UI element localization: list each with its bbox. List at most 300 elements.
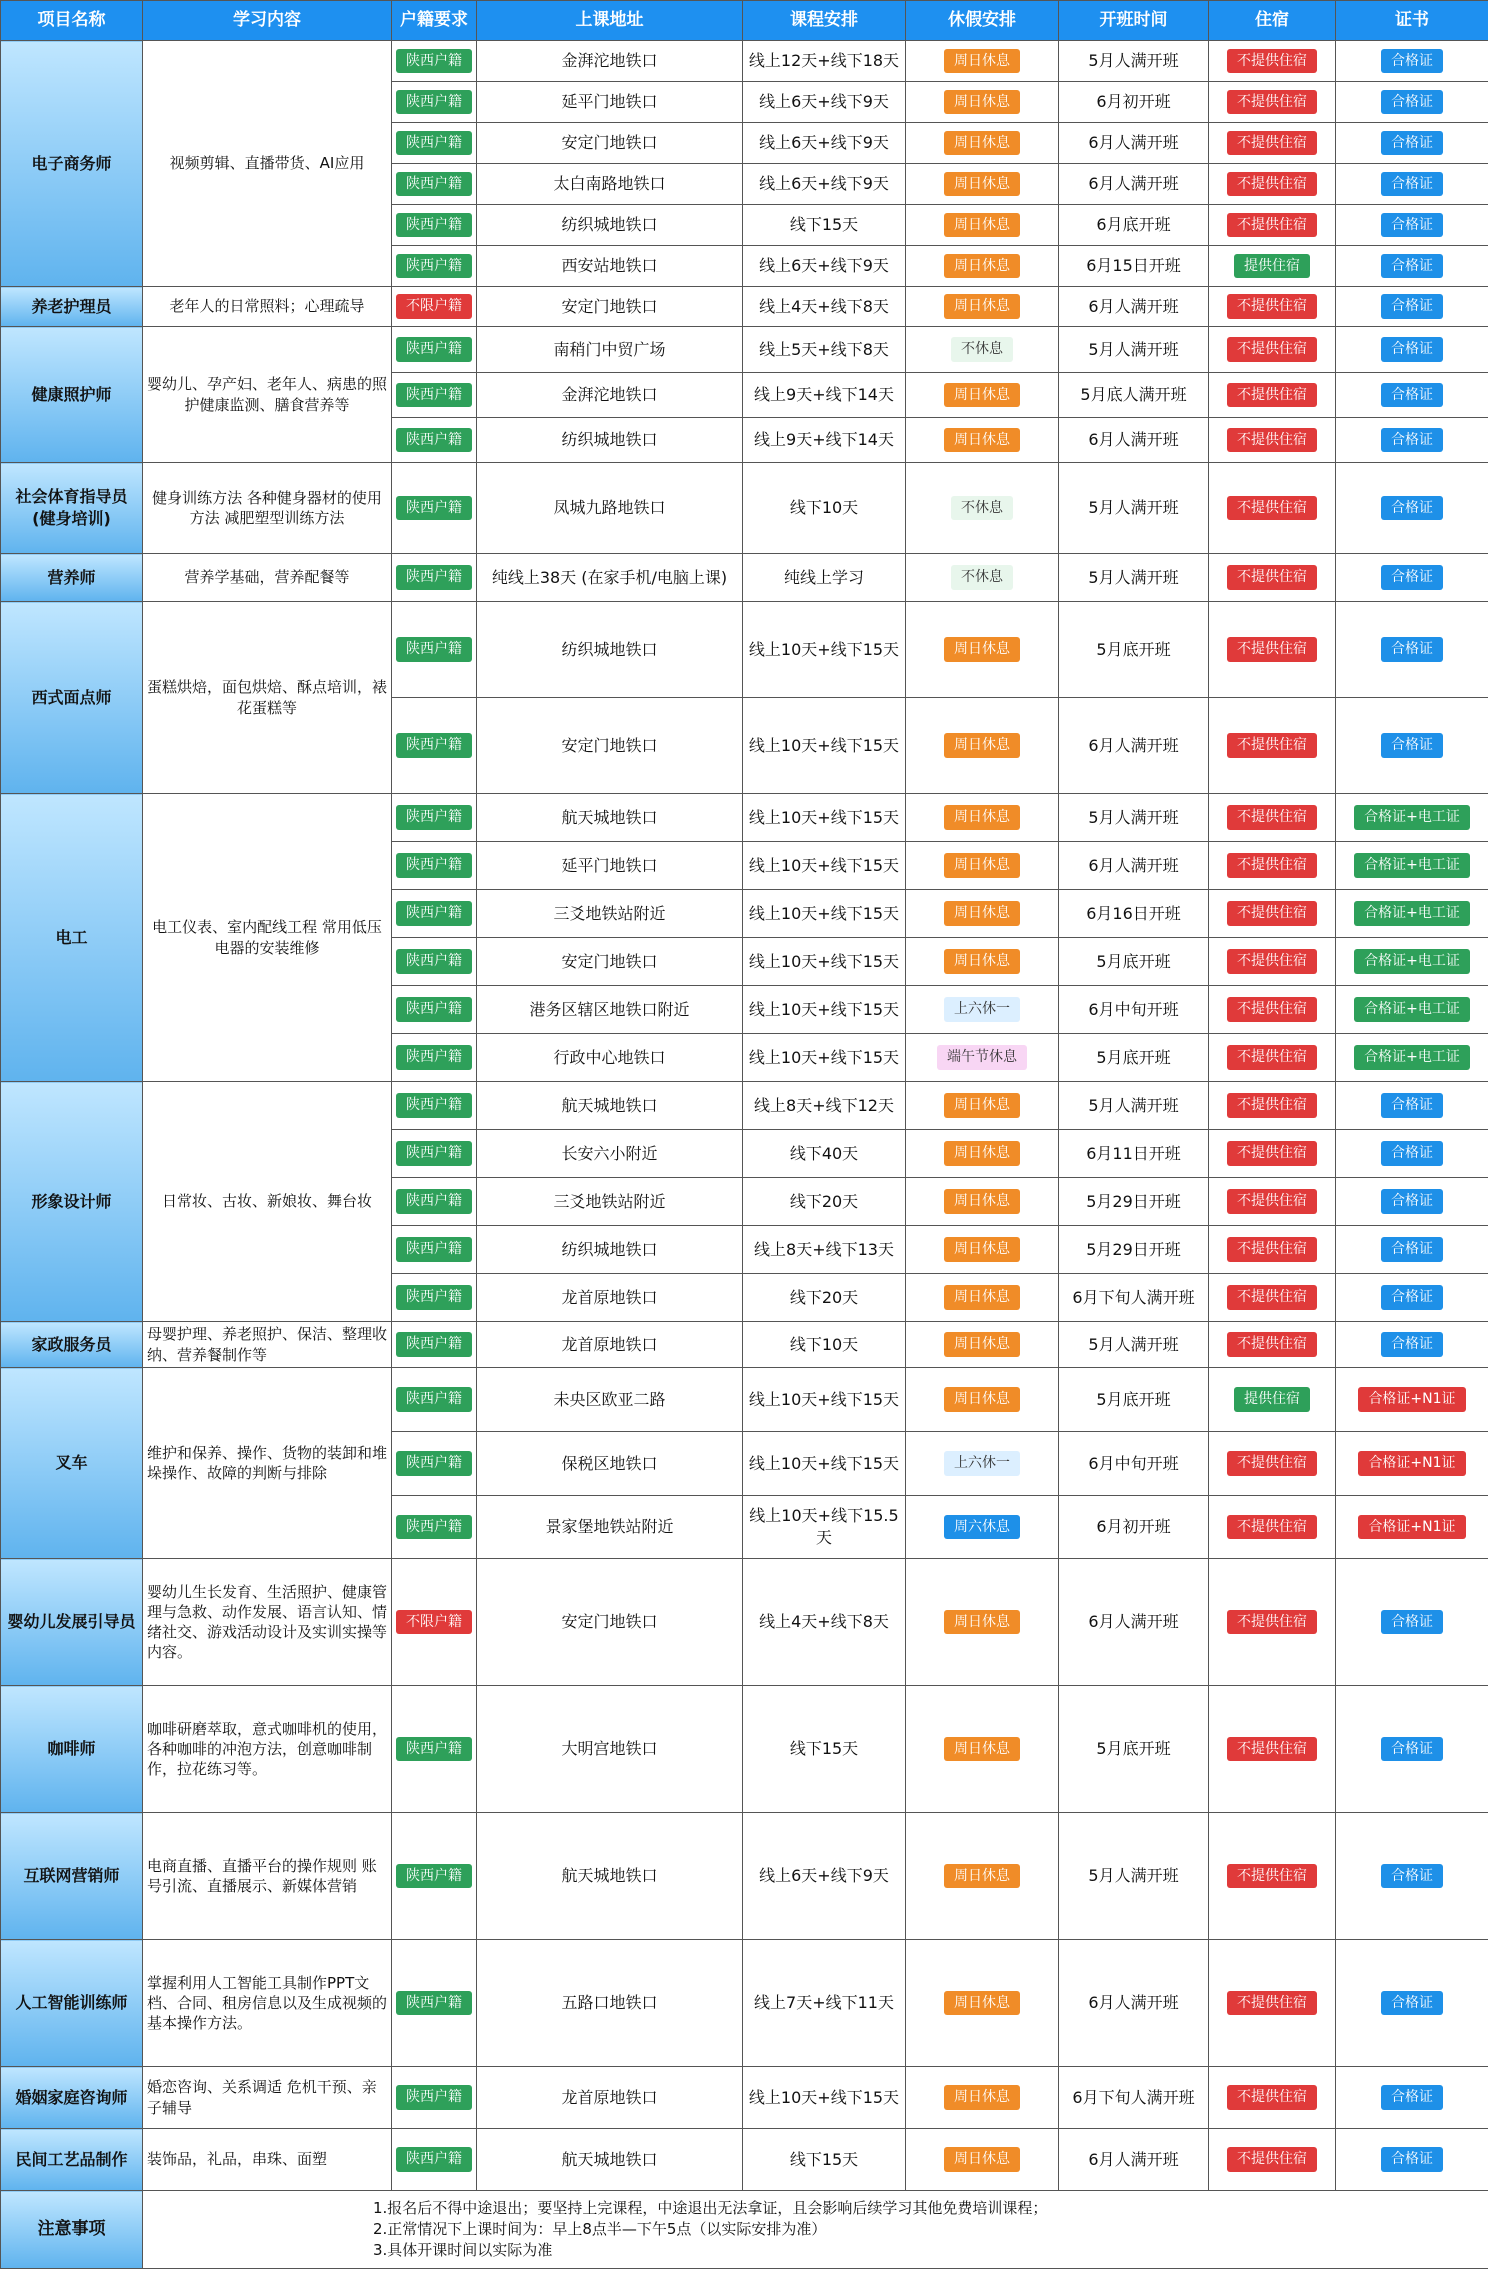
certificate-cell bbox=[1336, 1940, 1488, 2067]
schedule-cell: 线下15天 bbox=[743, 205, 906, 246]
table-body bbox=[1, 41, 1488, 2191]
start-date-cell: 5月29日开班 bbox=[1059, 1226, 1209, 1274]
holiday-cell bbox=[906, 1496, 1059, 1559]
notes-label: 注意事项 bbox=[1, 2191, 143, 2269]
lodging-cell bbox=[1209, 842, 1336, 890]
start-date-cell: 6月16日开班 bbox=[1059, 890, 1209, 938]
schedule-cell: 线下15天 bbox=[743, 1686, 906, 1813]
start-date-cell: 6月11日开班 bbox=[1059, 1130, 1209, 1178]
start-date-cell: 6月人满开班 bbox=[1059, 1940, 1209, 2067]
address-cell: 金湃沱地铁口 bbox=[477, 41, 743, 82]
lodging-cell bbox=[1209, 1082, 1336, 1130]
residency-cell bbox=[392, 1496, 477, 1559]
holiday-badge: 周日休息 bbox=[944, 805, 1020, 829]
certificate-cell bbox=[1336, 287, 1488, 327]
residency-badge: 陕西户籍 bbox=[396, 2147, 472, 2171]
address-cell: 南稍门中贸广场 bbox=[477, 327, 743, 373]
certificate-badge: 合格证 bbox=[1381, 383, 1443, 407]
holiday-cell bbox=[906, 602, 1059, 698]
holiday-badge: 周日休息 bbox=[944, 1237, 1020, 1261]
start-date-cell: 5月底开班 bbox=[1059, 1034, 1209, 1082]
holiday-badge: 周日休息 bbox=[944, 131, 1020, 155]
start-date-cell: 6月初开班 bbox=[1059, 1496, 1209, 1559]
address-cell: 延平门地铁口 bbox=[477, 842, 743, 890]
table-row bbox=[1, 602, 1488, 698]
certificate-cell bbox=[1336, 123, 1488, 164]
holiday-badge: 周日休息 bbox=[944, 254, 1020, 278]
certificate-badge: 合格证+电工证 bbox=[1354, 853, 1470, 877]
schedule-cell: 线上10天+线下15天 bbox=[743, 602, 906, 698]
lodging-badge: 不提供住宿 bbox=[1227, 1332, 1317, 1356]
lodging-badge: 不提供住宿 bbox=[1227, 1237, 1317, 1261]
residency-badge: 陕西户籍 bbox=[396, 90, 472, 114]
schedule-cell: 线上10天+线下15天 bbox=[743, 698, 906, 794]
start-date-cell: 6月初开班 bbox=[1059, 82, 1209, 123]
address-cell: 航天城地铁口 bbox=[477, 1813, 743, 1940]
address-cell: 安定门地铁口 bbox=[477, 1559, 743, 1686]
lodging-cell bbox=[1209, 2067, 1336, 2129]
residency-badge: 陕西户籍 bbox=[396, 496, 472, 520]
certificate-badge: 合格证 bbox=[1381, 428, 1443, 452]
lodging-badge: 不提供住宿 bbox=[1227, 637, 1317, 661]
certificate-cell bbox=[1336, 794, 1488, 842]
schedule-cell: 线下10天 bbox=[743, 1322, 906, 1368]
lodging-badge: 不提供住宿 bbox=[1227, 172, 1317, 196]
start-date-cell: 6月人满开班 bbox=[1059, 842, 1209, 890]
holiday-badge: 周日休息 bbox=[944, 1141, 1020, 1165]
holiday-badge: 上六休一 bbox=[944, 1451, 1020, 1475]
residency-cell bbox=[392, 205, 477, 246]
table-row bbox=[1, 287, 1488, 327]
lodging-cell bbox=[1209, 1130, 1336, 1178]
holiday-cell bbox=[906, 1178, 1059, 1226]
project-name: 互联网营销师 bbox=[1, 1813, 143, 1940]
start-date-cell: 5月底开班 bbox=[1059, 1686, 1209, 1813]
schedule-cell: 线下40天 bbox=[743, 1130, 906, 1178]
holiday-cell bbox=[906, 123, 1059, 164]
schedule-cell: 线上6天+线下9天 bbox=[743, 164, 906, 205]
lodging-cell bbox=[1209, 794, 1336, 842]
lodging-cell bbox=[1209, 164, 1336, 205]
start-date-cell: 6月人满开班 bbox=[1059, 164, 1209, 205]
lodging-badge: 不提供住宿 bbox=[1227, 901, 1317, 925]
course-content: 营养学基础，营养配餐等 bbox=[143, 554, 392, 602]
lodging-badge: 不提供住宿 bbox=[1227, 383, 1317, 407]
lodging-badge: 不提供住宿 bbox=[1227, 1045, 1317, 1069]
address-cell: 龙首原地铁口 bbox=[477, 1322, 743, 1368]
residency-badge: 陕西户籍 bbox=[396, 1864, 472, 1888]
start-date-cell: 5月人满开班 bbox=[1059, 41, 1209, 82]
residency-cell bbox=[392, 1274, 477, 1322]
holiday-cell bbox=[906, 842, 1059, 890]
table-row bbox=[1, 1322, 1488, 1368]
certificate-badge: 合格证 bbox=[1381, 733, 1443, 757]
lodging-badge: 不提供住宿 bbox=[1227, 337, 1317, 361]
lodging-cell bbox=[1209, 1496, 1336, 1559]
holiday-cell bbox=[906, 418, 1059, 463]
start-date-cell: 6月下旬人满开班 bbox=[1059, 2067, 1209, 2129]
holiday-badge: 周日休息 bbox=[944, 1093, 1020, 1117]
notes-section bbox=[1, 2191, 1488, 2269]
start-date-cell: 5月底开班 bbox=[1059, 1368, 1209, 1432]
holiday-cell bbox=[906, 1226, 1059, 1274]
lodging-cell bbox=[1209, 1813, 1336, 1940]
certificate-badge: 合格证 bbox=[1381, 213, 1443, 237]
address-cell: 纺织城地铁口 bbox=[477, 1226, 743, 1274]
residency-cell bbox=[392, 1130, 477, 1178]
note-line: 1.报名后不得中途退出；要坚持上完课程，中途退出无法拿证，且会影响后续学习其他免费培训课程； bbox=[373, 2199, 1048, 2217]
lodging-badge: 不提供住宿 bbox=[1227, 1451, 1317, 1475]
address-cell: 安定门地铁口 bbox=[477, 938, 743, 986]
holiday-cell bbox=[906, 1274, 1059, 1322]
lodging-cell bbox=[1209, 1559, 1336, 1686]
note-line: 2.正常情况下上课时间为：早上8点半—下午5点（以实际安排为准） bbox=[373, 2220, 827, 2238]
residency-cell bbox=[392, 246, 477, 287]
lodging-badge: 不提供住宿 bbox=[1227, 853, 1317, 877]
header-row bbox=[1, 1, 1488, 41]
certificate-cell bbox=[1336, 938, 1488, 986]
address-cell: 太白南路地铁口 bbox=[477, 164, 743, 205]
address-cell: 三爻地铁站附近 bbox=[477, 890, 743, 938]
schedule-cell: 线上10天+线下15天 bbox=[743, 1432, 906, 1496]
lodging-cell bbox=[1209, 554, 1336, 602]
lodging-badge: 不提供住宿 bbox=[1227, 1737, 1317, 1761]
holiday-badge: 周日休息 bbox=[944, 213, 1020, 237]
project-name: 西式面点师 bbox=[1, 602, 143, 794]
start-date-cell: 6月人满开班 bbox=[1059, 2129, 1209, 2191]
lodging-cell bbox=[1209, 602, 1336, 698]
holiday-cell bbox=[906, 164, 1059, 205]
residency-cell bbox=[392, 1226, 477, 1274]
certificate-cell bbox=[1336, 1130, 1488, 1178]
lodging-badge: 不提供住宿 bbox=[1227, 997, 1317, 1021]
lodging-badge: 不提供住宿 bbox=[1227, 1515, 1317, 1539]
start-date-cell: 6月中旬开班 bbox=[1059, 986, 1209, 1034]
residency-cell bbox=[392, 1432, 477, 1496]
start-date-cell: 5月人满开班 bbox=[1059, 1322, 1209, 1368]
address-cell: 安定门地铁口 bbox=[477, 123, 743, 164]
course-content: 母婴护理、养老照护、保洁、整理收纳、营养餐制作等 bbox=[143, 1322, 392, 1368]
residency-cell bbox=[392, 327, 477, 373]
residency-cell bbox=[392, 986, 477, 1034]
header-cert: 证书 bbox=[1336, 1, 1488, 41]
course-content: 掌握利用人工智能工具制作PPT文档、合同、租房信息以及生成视频的基本操作方法。 bbox=[143, 1940, 392, 2067]
residency-cell bbox=[392, 1686, 477, 1813]
holiday-cell bbox=[906, 1130, 1059, 1178]
residency-cell bbox=[392, 1559, 477, 1686]
project-name: 民间工艺品制作 bbox=[1, 2129, 143, 2191]
lodging-cell bbox=[1209, 41, 1336, 82]
note-line: 3.具体开课时间以实际为准 bbox=[373, 2241, 553, 2259]
residency-badge: 不限户籍 bbox=[396, 294, 472, 318]
start-date-cell: 5月底开班 bbox=[1059, 602, 1209, 698]
course-content: 视频剪辑、直播带货、AI应用 bbox=[143, 41, 392, 287]
lodging-cell bbox=[1209, 698, 1336, 794]
certificate-badge: 合格证 bbox=[1381, 2085, 1443, 2109]
holiday-badge: 周日休息 bbox=[944, 733, 1020, 757]
address-cell: 凤城九路地铁口 bbox=[477, 463, 743, 554]
holiday-badge: 周日休息 bbox=[944, 2085, 1020, 2109]
schedule-cell: 线下10天 bbox=[743, 463, 906, 554]
residency-cell bbox=[392, 890, 477, 938]
address-cell: 金湃沱地铁口 bbox=[477, 373, 743, 418]
certificate-cell bbox=[1336, 205, 1488, 246]
residency-badge: 陕西户籍 bbox=[396, 1141, 472, 1165]
residency-badge: 陕西户籍 bbox=[396, 1737, 472, 1761]
start-date-cell: 5月29日开班 bbox=[1059, 1178, 1209, 1226]
holiday-badge: 周日休息 bbox=[944, 1332, 1020, 1356]
lodging-badge: 不提供住宿 bbox=[1227, 90, 1317, 114]
lodging-cell bbox=[1209, 327, 1336, 373]
address-cell: 长安六小附近 bbox=[477, 1130, 743, 1178]
table-row bbox=[1, 554, 1488, 602]
holiday-cell bbox=[906, 327, 1059, 373]
residency-cell bbox=[392, 287, 477, 327]
holiday-badge: 周日休息 bbox=[944, 1610, 1020, 1634]
holiday-cell bbox=[906, 1034, 1059, 1082]
holiday-badge: 周日休息 bbox=[944, 1189, 1020, 1213]
residency-cell bbox=[392, 41, 477, 82]
address-cell: 航天城地铁口 bbox=[477, 794, 743, 842]
certificate-badge: 合格证 bbox=[1381, 565, 1443, 589]
residency-cell bbox=[392, 1368, 477, 1432]
address-cell: 未央区欧亚二路 bbox=[477, 1368, 743, 1432]
certificate-cell bbox=[1336, 698, 1488, 794]
holiday-cell bbox=[906, 41, 1059, 82]
certificate-badge: 合格证+N1证 bbox=[1358, 1451, 1465, 1475]
residency-badge: 陕西户籍 bbox=[396, 131, 472, 155]
certificate-cell bbox=[1336, 890, 1488, 938]
holiday-cell bbox=[906, 554, 1059, 602]
residency-cell bbox=[392, 698, 477, 794]
certificate-cell bbox=[1336, 2067, 1488, 2129]
certificate-badge: 合格证 bbox=[1381, 49, 1443, 73]
residency-cell bbox=[392, 1178, 477, 1226]
schedule-cell: 线下15天 bbox=[743, 2129, 906, 2191]
certificate-cell bbox=[1336, 164, 1488, 205]
residency-cell bbox=[392, 938, 477, 986]
schedule-cell: 线上6天+线下9天 bbox=[743, 1813, 906, 1940]
certificate-badge: 合格证 bbox=[1381, 1285, 1443, 1309]
holiday-badge: 周日休息 bbox=[944, 949, 1020, 973]
certificate-cell bbox=[1336, 418, 1488, 463]
certificate-badge: 合格证 bbox=[1381, 637, 1443, 661]
certificate-badge: 合格证 bbox=[1381, 1189, 1443, 1213]
lodging-cell bbox=[1209, 986, 1336, 1034]
certificate-cell bbox=[1336, 1226, 1488, 1274]
lodging-badge: 不提供住宿 bbox=[1227, 131, 1317, 155]
lodging-cell bbox=[1209, 890, 1336, 938]
table-row bbox=[1, 463, 1488, 554]
certificate-badge: 合格证+N1证 bbox=[1358, 1515, 1465, 1539]
residency-badge: 陕西户籍 bbox=[396, 1045, 472, 1069]
holiday-cell bbox=[906, 2129, 1059, 2191]
schedule-cell: 线下20天 bbox=[743, 1274, 906, 1322]
certificate-cell bbox=[1336, 554, 1488, 602]
certificate-badge: 合格证+电工证 bbox=[1354, 949, 1470, 973]
residency-badge: 陕西户籍 bbox=[396, 1237, 472, 1261]
certificate-badge: 合格证 bbox=[1381, 131, 1443, 155]
project-name: 形象设计师 bbox=[1, 1082, 143, 1322]
lodging-badge: 不提供住宿 bbox=[1227, 496, 1317, 520]
residency-badge: 陕西户籍 bbox=[396, 1285, 472, 1309]
schedule-cell: 线上8天+线下13天 bbox=[743, 1226, 906, 1274]
address-cell: 三爻地铁站附近 bbox=[477, 1178, 743, 1226]
lodging-badge: 不提供住宿 bbox=[1227, 49, 1317, 73]
lodging-cell bbox=[1209, 1034, 1336, 1082]
schedule-cell: 线下20天 bbox=[743, 1178, 906, 1226]
residency-badge: 陕西户籍 bbox=[396, 997, 472, 1021]
course-content: 蛋糕烘焙，面包烘焙、酥点培训，裱花蛋糕等 bbox=[143, 602, 392, 794]
header-start: 开班时间 bbox=[1059, 1, 1209, 41]
residency-cell bbox=[392, 1034, 477, 1082]
header-schedule: 课程安排 bbox=[743, 1, 906, 41]
certificate-cell bbox=[1336, 1178, 1488, 1226]
lodging-cell bbox=[1209, 287, 1336, 327]
address-cell: 安定门地铁口 bbox=[477, 698, 743, 794]
residency-badge: 陕西户籍 bbox=[396, 853, 472, 877]
schedule-cell: 纯线上学习 bbox=[743, 554, 906, 602]
holiday-cell bbox=[906, 1940, 1059, 2067]
certificate-cell bbox=[1336, 1432, 1488, 1496]
course-content: 维护和保养、操作、货物的装卸和堆垛操作、故障的判断与排除 bbox=[143, 1368, 392, 1559]
start-date-cell: 6月人满开班 bbox=[1059, 123, 1209, 164]
schedule-cell: 线上10天+线下15天 bbox=[743, 1034, 906, 1082]
residency-badge: 陕西户籍 bbox=[396, 1451, 472, 1475]
residency-badge: 陕西户籍 bbox=[396, 337, 472, 361]
notes-content bbox=[143, 2191, 1488, 2269]
certificate-cell bbox=[1336, 1686, 1488, 1813]
header-holiday: 休假安排 bbox=[906, 1, 1059, 41]
holiday-cell bbox=[906, 1322, 1059, 1368]
project-name: 婴幼儿发展引导员 bbox=[1, 1559, 143, 1686]
residency-badge: 陕西户籍 bbox=[396, 254, 472, 278]
holiday-badge: 周日休息 bbox=[944, 294, 1020, 318]
residency-cell bbox=[392, 1940, 477, 2067]
residency-badge: 陕西户籍 bbox=[396, 2085, 472, 2109]
schedule-cell: 线上10天+线下15天 bbox=[743, 1368, 906, 1432]
holiday-badge: 周日休息 bbox=[944, 428, 1020, 452]
holiday-badge: 周日休息 bbox=[944, 172, 1020, 196]
lodging-cell bbox=[1209, 418, 1336, 463]
holiday-badge: 周日休息 bbox=[944, 1387, 1020, 1411]
residency-cell bbox=[392, 842, 477, 890]
residency-cell bbox=[392, 1322, 477, 1368]
certificate-badge: 合格证+电工证 bbox=[1354, 805, 1470, 829]
holiday-badge: 周日休息 bbox=[944, 637, 1020, 661]
schedule-cell: 线上10天+线下15天 bbox=[743, 842, 906, 890]
table-row bbox=[1, 2067, 1488, 2129]
holiday-cell bbox=[906, 1813, 1059, 1940]
lodging-cell bbox=[1209, 123, 1336, 164]
address-cell: 安定门地铁口 bbox=[477, 287, 743, 327]
certificate-cell bbox=[1336, 373, 1488, 418]
certificate-cell bbox=[1336, 1813, 1488, 1940]
residency-badge: 陕西户籍 bbox=[396, 49, 472, 73]
certificate-cell bbox=[1336, 1368, 1488, 1432]
certificate-badge: 合格证 bbox=[1381, 1237, 1443, 1261]
certificate-cell bbox=[1336, 602, 1488, 698]
certificate-cell bbox=[1336, 986, 1488, 1034]
holiday-badge: 端午节休息 bbox=[937, 1045, 1027, 1069]
address-cell: 航天城地铁口 bbox=[477, 1082, 743, 1130]
start-date-cell: 6月人满开班 bbox=[1059, 418, 1209, 463]
address-cell: 纺织城地铁口 bbox=[477, 418, 743, 463]
start-date-cell: 5月底人满开班 bbox=[1059, 373, 1209, 418]
notes-row bbox=[1, 2191, 1488, 2269]
start-date-cell: 5月底开班 bbox=[1059, 938, 1209, 986]
holiday-cell bbox=[906, 2067, 1059, 2129]
residency-badge: 陕西户籍 bbox=[396, 213, 472, 237]
course-content: 婴幼儿、孕产妇、老年人、病患的照护健康监测、膳食营养等 bbox=[143, 327, 392, 463]
residency-badge: 陕西户籍 bbox=[396, 1332, 472, 1356]
certificate-cell bbox=[1336, 1274, 1488, 1322]
table-row bbox=[1, 41, 1488, 82]
holiday-cell bbox=[906, 1432, 1059, 1496]
address-cell: 航天城地铁口 bbox=[477, 2129, 743, 2191]
holiday-badge: 周六休息 bbox=[944, 1515, 1020, 1539]
lodging-badge: 不提供住宿 bbox=[1227, 565, 1317, 589]
certificate-badge: 合格证 bbox=[1381, 2147, 1443, 2171]
table-row bbox=[1, 1686, 1488, 1813]
table-row bbox=[1, 794, 1488, 842]
start-date-cell: 5月人满开班 bbox=[1059, 794, 1209, 842]
certificate-cell bbox=[1336, 82, 1488, 123]
certificate-badge: 合格证 bbox=[1381, 1332, 1443, 1356]
lodging-badge: 不提供住宿 bbox=[1227, 1189, 1317, 1213]
schedule-cell: 线上10天+线下15天 bbox=[743, 890, 906, 938]
residency-badge: 陕西户籍 bbox=[396, 1093, 472, 1117]
lodging-cell bbox=[1209, 2129, 1336, 2191]
project-name: 营养师 bbox=[1, 554, 143, 602]
lodging-badge: 不提供住宿 bbox=[1227, 294, 1317, 318]
schedule-cell: 线上7天+线下11天 bbox=[743, 1940, 906, 2067]
lodging-badge: 不提供住宿 bbox=[1227, 805, 1317, 829]
project-name: 健康照护师 bbox=[1, 327, 143, 463]
holiday-cell bbox=[906, 938, 1059, 986]
holiday-cell bbox=[906, 794, 1059, 842]
header-residency: 户籍要求 bbox=[392, 1, 477, 41]
residency-cell bbox=[392, 1813, 477, 1940]
lodging-cell bbox=[1209, 1274, 1336, 1322]
residency-cell bbox=[392, 82, 477, 123]
schedule-cell: 线上6天+线下9天 bbox=[743, 82, 906, 123]
lodging-cell bbox=[1209, 1368, 1336, 1432]
residency-badge: 陕西户籍 bbox=[396, 428, 472, 452]
course-content: 婴幼儿生长发育、生活照护、健康管理与急救、动作发展、语言认知、情绪社交、游戏活动设计及实训实操等内容。 bbox=[143, 1559, 392, 1686]
holiday-badge: 周日休息 bbox=[944, 1864, 1020, 1888]
certificate-badge: 合格证 bbox=[1381, 1864, 1443, 1888]
holiday-badge: 不休息 bbox=[951, 496, 1013, 520]
certificate-badge: 合格证 bbox=[1381, 1991, 1443, 2015]
start-date-cell: 6月人满开班 bbox=[1059, 698, 1209, 794]
residency-badge: 陕西户籍 bbox=[396, 901, 472, 925]
table-row bbox=[1, 327, 1488, 373]
holiday-cell bbox=[906, 287, 1059, 327]
holiday-cell bbox=[906, 205, 1059, 246]
address-cell: 景家堡地铁站附近 bbox=[477, 1496, 743, 1559]
table-row bbox=[1, 1368, 1488, 1432]
lodging-badge: 不提供住宿 bbox=[1227, 1285, 1317, 1309]
holiday-cell bbox=[906, 463, 1059, 554]
residency-cell bbox=[392, 123, 477, 164]
start-date-cell: 6月中旬开班 bbox=[1059, 1432, 1209, 1496]
holiday-badge: 周日休息 bbox=[944, 90, 1020, 114]
project-name: 电工 bbox=[1, 794, 143, 1082]
address-cell: 保税区地铁口 bbox=[477, 1432, 743, 1496]
address-cell: 港务区辖区地铁口附近 bbox=[477, 986, 743, 1034]
start-date-cell: 6月底开班 bbox=[1059, 205, 1209, 246]
